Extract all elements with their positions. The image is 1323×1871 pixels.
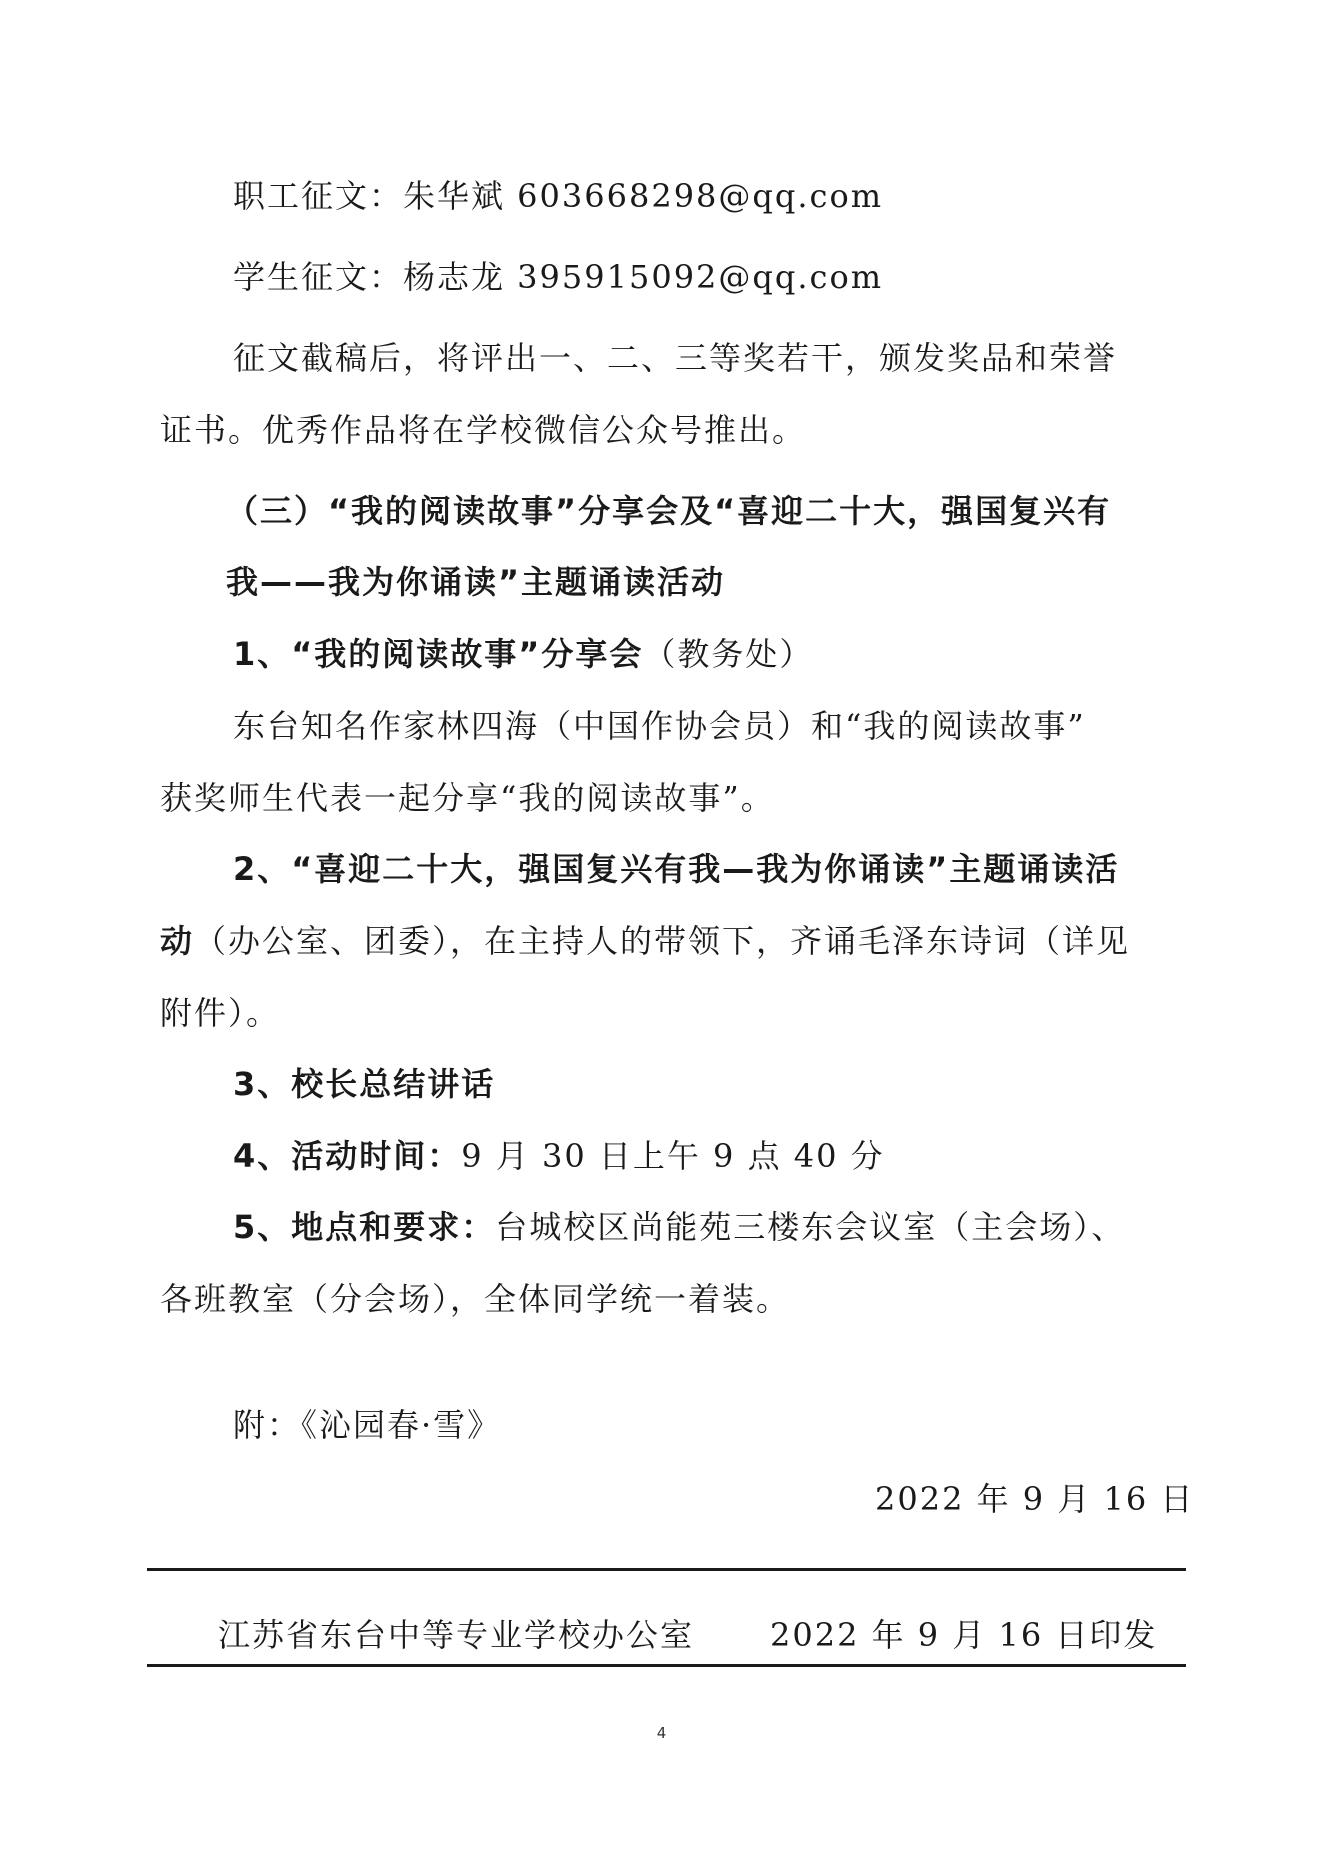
item2-heading-line1: 2、“喜迎二十大，强国复兴有我—我为你诵读”主题诵读活 — [233, 850, 1120, 888]
item5-label: 5、地点和要求： — [233, 1208, 496, 1246]
page-number: 4 — [656, 1724, 667, 1742]
document-date: 2022 年 9 月 16 日 — [875, 1480, 1195, 1518]
staff-essay-contact: 职工征文：朱华斌 603668298@qq.com — [233, 177, 884, 215]
attachment-note: 附：《沁园春·雪》 — [233, 1406, 502, 1444]
awards-paragraph-line2: 证书。优秀作品将在学校微信公众号推出。 — [160, 411, 807, 449]
item4-label: 4、活动时间： — [233, 1137, 462, 1175]
item5-location — [233, 1207, 1125, 1247]
item2-heading-line2 — [160, 921, 1130, 961]
item1-heading — [233, 634, 813, 674]
student-essay-contact: 学生征文：杨志龙 395915092@qq.com — [233, 258, 884, 296]
footer-bottom-rule — [147, 1664, 1186, 1667]
item4-activity-time — [233, 1136, 885, 1176]
item2-desc-line3: 附件）。 — [160, 994, 281, 1032]
footer-issuer: 江苏省东台中等专业学校办公室 — [218, 1616, 695, 1654]
item4-value: 9 月 30 日上午 9 点 40 分 — [461, 1137, 885, 1175]
awards-paragraph-line1: 征文截稿后，将评出一、二、三等奖若干，颁发奖品和荣誉 — [233, 339, 1118, 377]
item1-desc-line1: 东台知名作家林四海（中国作协会员）和“我的阅读故事” — [233, 707, 1086, 745]
footer-issued-date: 2022 年 9 月 16 日印发 — [770, 1616, 1158, 1654]
item2-heading-tail: 动 — [160, 922, 195, 960]
item5-value: 台城校区尚能苑三楼东会议室（主会场）、 — [495, 1208, 1126, 1246]
item1-heading-dept: （教务处） — [643, 635, 814, 673]
section3-title-line1: （三）“我的阅读故事”分享会及“喜迎二十大，强国复兴有 — [226, 492, 1112, 530]
item5-line2: 各班教室（分会场），全体同学统一着装。 — [160, 1280, 791, 1318]
item2-desc: （办公室、团委），在主持人的带领下，齐诵毛泽东诗词（详见 — [194, 922, 1131, 960]
section3-title-line2: 我——我为你诵读”主题诵读活动 — [226, 563, 726, 601]
footer-top-rule — [147, 1568, 1186, 1571]
item3-principal-speech: 3、校长总结讲话 — [233, 1065, 496, 1103]
item1-heading-bold: 1、“我的阅读故事”分享会 — [233, 635, 644, 673]
item1-desc-line2: 获奖师生代表一起分享“我的阅读故事”。 — [160, 779, 775, 817]
